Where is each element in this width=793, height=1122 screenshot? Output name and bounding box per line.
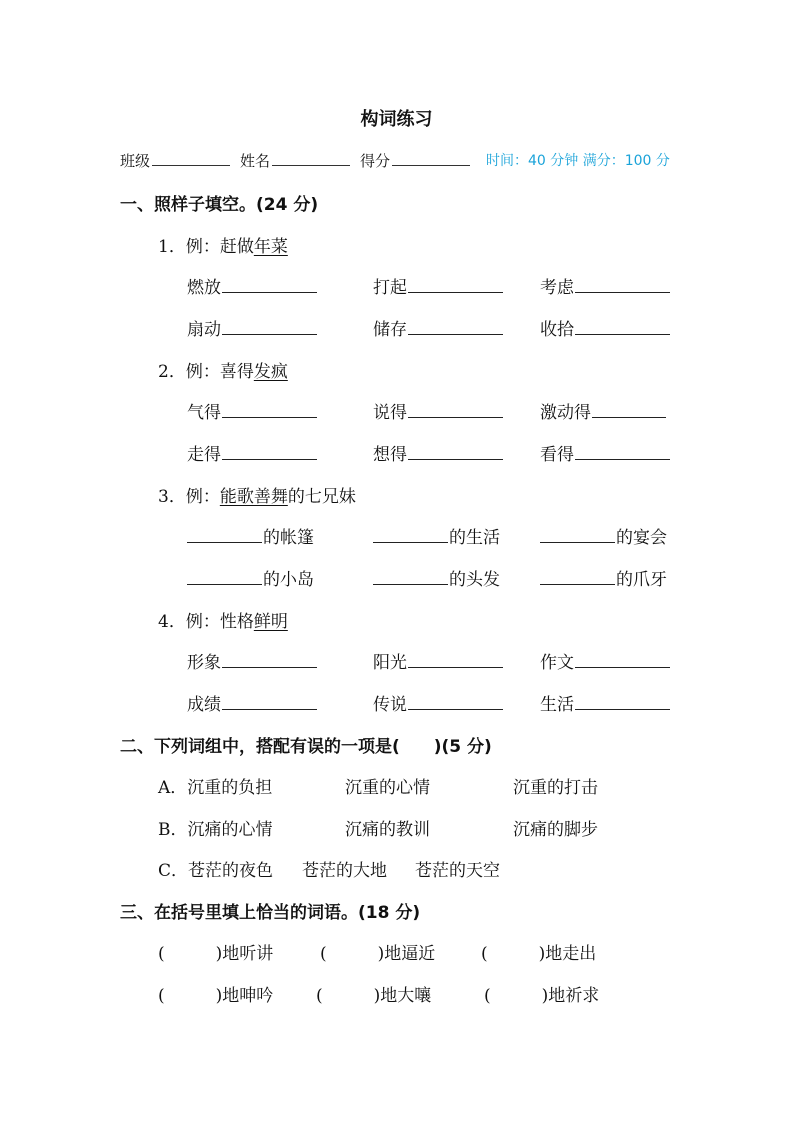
answer-blank[interactable] [408, 651, 503, 668]
answer-blank[interactable] [575, 443, 670, 460]
item-word: 看得 [540, 445, 574, 465]
answer-blank[interactable] [575, 318, 670, 335]
q4-item[interactable] [540, 648, 670, 673]
answer-blank[interactable] [222, 693, 317, 710]
fill-in-item[interactable]: ( )地大嚷 [316, 986, 432, 1006]
option-b[interactable] [158, 815, 273, 840]
answer-blank[interactable] [575, 651, 670, 668]
q1-item[interactable] [540, 315, 670, 340]
section-3-heading: 三、在括号里填上恰当的词语。(18 分) [120, 903, 421, 923]
answer-blank[interactable] [408, 693, 503, 710]
name-label: 姓名 [240, 152, 271, 170]
q2-item[interactable] [373, 440, 503, 465]
option-a-phrase: 沉重的打击 [513, 778, 598, 798]
q2-item[interactable] [187, 398, 317, 423]
q3-example-prefix: 例： [185, 487, 220, 507]
time-score-info: 时间：40 分钟 满分：100 分 [486, 153, 670, 169]
item-word: 阳光 [373, 653, 407, 673]
fill-in-item[interactable]: ( )地听讲 [158, 944, 274, 964]
section-2-heading: 二、下列词组中，搭配有误的一项是( )(5 分) [120, 737, 492, 757]
option-phrase: 苍茫的夜色 [188, 861, 274, 881]
section-1-heading: 一、照样子填空。(24 分) [120, 195, 319, 215]
answer-blank[interactable] [575, 276, 670, 293]
q1-item[interactable] [540, 273, 670, 298]
q1-item[interactable] [187, 273, 317, 298]
option-letter: A． [158, 778, 188, 798]
answer-blank[interactable] [222, 276, 317, 293]
q1-example-prefix: 例： [185, 237, 220, 257]
answer-blank[interactable] [540, 568, 615, 585]
q4-example-word: 性格 [219, 612, 254, 632]
option-letter: C． [158, 861, 189, 881]
q1-example-word: 赶做 [219, 237, 254, 257]
item-word: 储存 [373, 320, 407, 340]
option-a-phrase: 沉重的心情 [345, 778, 430, 798]
item-word: 燃放 [187, 278, 221, 298]
q1-number: 1． [158, 237, 186, 257]
answer-blank[interactable] [222, 443, 317, 460]
answer-blank[interactable] [222, 318, 317, 335]
answer-blank[interactable] [222, 401, 317, 418]
q4-example-prefix: 例： [185, 612, 220, 632]
item-word: 想得 [373, 445, 407, 465]
q4-example-underlined: 鲜明 [253, 612, 288, 632]
answer-blank[interactable] [373, 568, 448, 585]
q4-example [158, 607, 288, 632]
answer-blank[interactable] [408, 276, 503, 293]
item-word: 激动得 [540, 403, 591, 423]
answer-blank[interactable] [408, 318, 503, 335]
q4-number: 4． [158, 612, 186, 632]
item-word: 的头发 [449, 570, 500, 590]
score-blank[interactable] [392, 151, 470, 166]
item-word: 说得 [373, 403, 407, 423]
name-field[interactable] [240, 150, 350, 171]
q2-example-word: 喜得 [219, 362, 254, 382]
item-word: 收拾 [540, 320, 574, 340]
item-word: 成绩 [187, 695, 221, 715]
class-blank[interactable] [152, 151, 230, 166]
item-word: 走得 [187, 445, 221, 465]
q3-example-word: 的七兄妹 [287, 487, 356, 507]
q2-example [158, 357, 288, 382]
q4-item[interactable] [187, 648, 317, 673]
option-b-phrase: 沉痛的脚步 [513, 820, 598, 840]
q1-item[interactable] [187, 315, 317, 340]
option-c-phrase: 苍茫的大地 [302, 861, 387, 881]
item-word: 的帐篷 [263, 528, 314, 548]
q2-example-underlined: 发疯 [253, 362, 288, 382]
item-word: 传说 [373, 695, 407, 715]
fill-in-item[interactable]: ( )地呻吟 [158, 986, 274, 1006]
item-word: 作文 [540, 653, 574, 673]
q2-item[interactable] [540, 398, 666, 423]
q3-number: 3． [158, 487, 186, 507]
item-word: 的爪牙 [616, 570, 667, 590]
option-a[interactable] [158, 773, 272, 798]
q3-item[interactable] [187, 565, 314, 590]
item-word: 的小岛 [263, 570, 314, 590]
q3-example-underlined: 能歌善舞 [219, 487, 288, 507]
answer-blank[interactable] [575, 693, 670, 710]
option-phrase: 沉痛的心情 [187, 820, 273, 840]
option-phrase: 沉重的负担 [187, 778, 273, 798]
option-letter: B． [158, 820, 188, 840]
fill-in-item[interactable]: ( )地逼近 [320, 944, 436, 964]
q2-item[interactable] [540, 440, 670, 465]
answer-blank[interactable] [408, 443, 503, 460]
q1-item[interactable] [373, 273, 503, 298]
q3-example [158, 482, 356, 507]
q3-item[interactable] [373, 565, 500, 590]
item-word: 形象 [187, 653, 221, 673]
answer-blank[interactable] [222, 651, 317, 668]
option-b-phrase: 沉痛的教训 [345, 820, 430, 840]
page-title: 构词练习 [360, 109, 433, 130]
item-word: 的生活 [449, 528, 500, 548]
q1-example-underlined: 年菜 [253, 237, 288, 257]
item-word: 考虑 [540, 278, 574, 298]
q3-item[interactable] [373, 523, 500, 548]
item-word: 的宴会 [616, 528, 667, 548]
name-blank[interactable] [272, 151, 350, 166]
q3-item[interactable] [187, 523, 314, 548]
score-label: 得分 [360, 152, 391, 170]
answer-blank[interactable] [187, 526, 262, 543]
q4-item[interactable] [373, 690, 503, 715]
q3-item[interactable] [540, 523, 667, 548]
q2-number: 2． [158, 362, 186, 382]
q1-example [158, 232, 288, 257]
answer-blank[interactable] [187, 568, 262, 585]
answer-blank[interactable] [540, 526, 615, 543]
answer-blank[interactable] [408, 401, 503, 418]
item-word: 打起 [373, 278, 407, 298]
class-field[interactable] [120, 150, 230, 171]
q3-item[interactable] [540, 565, 667, 590]
option-c[interactable] [158, 856, 273, 881]
option-c-phrase: 苍茫的天空 [415, 861, 500, 881]
q1-item[interactable] [373, 315, 503, 340]
answer-blank[interactable] [592, 401, 666, 418]
class-label: 班级 [120, 152, 151, 170]
q2-item[interactable] [373, 398, 503, 423]
fill-in-item[interactable]: ( )地祈求 [484, 986, 600, 1006]
item-word: 扇动 [187, 320, 221, 340]
answer-blank[interactable] [373, 526, 448, 543]
fill-in-item[interactable]: ( )地走出 [481, 944, 597, 964]
q4-item[interactable] [373, 648, 503, 673]
q2-example-prefix: 例： [185, 362, 220, 382]
q2-item[interactable] [187, 440, 317, 465]
q4-item[interactable] [187, 690, 317, 715]
score-field[interactable] [360, 150, 470, 171]
q4-item[interactable] [540, 690, 670, 715]
item-word: 生活 [540, 695, 574, 715]
item-word: 气得 [187, 403, 221, 423]
